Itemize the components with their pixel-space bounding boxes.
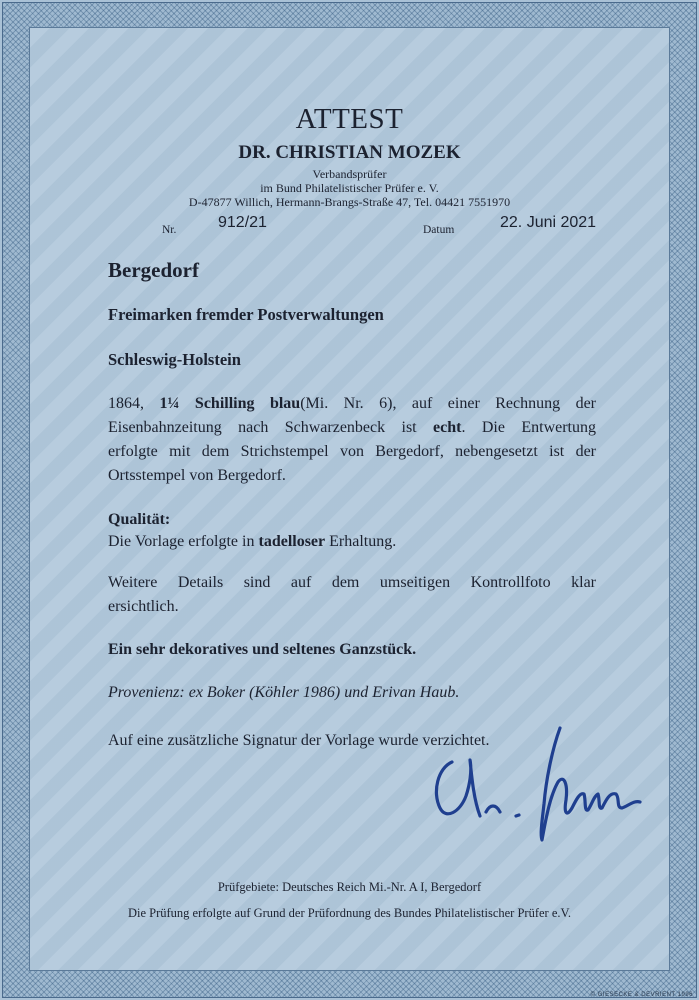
- stamp-catalog: (Mi. Nr. 6), auf einer Rechnung der: [300, 395, 597, 412]
- signature-note: Auf eine zusätzliche Signatur der Vorlage wurde verzichtet.: [108, 732, 490, 749]
- stamp-denomination: 1¼ Schilling blau: [159, 395, 301, 412]
- certificate-date: 22. Juni 2021: [500, 214, 597, 231]
- details-paragraph: [108, 571, 596, 619]
- description-paragraph: [108, 392, 596, 488]
- certificate-title: ATTEST: [295, 103, 404, 135]
- description-line-2: Eisenbahnzeitung nach Schwarzenbeck ist echt. Die Entwertung: [108, 419, 597, 436]
- stamp-year: 1864,: [108, 395, 160, 412]
- handwritten-signature: [420, 700, 650, 850]
- quality-grade: tadelloser: [258, 533, 326, 550]
- number-label: Nr.: [162, 224, 177, 236]
- details-line-2: ersichtlich.: [108, 598, 179, 615]
- examiner-role: Verbandsprüfer: [312, 167, 387, 181]
- footer-scope: Prüfgebiete: Deutsches Reich Mi.-Nr. A I, Bergedorf: [217, 880, 482, 894]
- provenance: Provenienz: ex Boker (Köhler 1986) und Erivan Haub.: [108, 684, 460, 701]
- heading-category: Freimarken fremder Postverwaltungen: [108, 305, 384, 324]
- examiner-name: DR. CHRISTIAN MOZEK: [238, 142, 461, 163]
- description-line-3: erfolgte mit dem Strichstempel von Bergedorf, nebengesetzt ist der: [108, 443, 596, 460]
- quality-label: Qualität:: [108, 511, 171, 528]
- highlight-statement: Ein sehr dekoratives und seltenes Ganzstück.: [108, 641, 417, 658]
- description-line-4: Ortsstempel von Bergedorf.: [108, 467, 286, 484]
- date-label: Datum: [423, 224, 455, 236]
- examiner-address: D-47877 Willich, Hermann-Brangs-Straße 47, Tel. 04421 7551970: [188, 195, 511, 209]
- printer-mark: © GIESECKE & DEVRIENT 1996: [590, 992, 693, 998]
- description-line-1: [108, 392, 596, 416]
- quality-text: Die Vorlage erfolgte in tadelloser Erhaltung.: [108, 533, 397, 550]
- heading-area: Bergedorf: [108, 258, 199, 282]
- genuine-verdict: echt: [433, 419, 462, 436]
- footer-rules: Die Prüfung erfolgte auf Grund der Prüfordnung des Bundes Philatelistischer Prüfer e.V.: [127, 906, 572, 920]
- examiner-association: im Bund Philatelistischer Prüfer e. V.: [260, 181, 439, 195]
- heading-region: Schleswig-Holstein: [108, 350, 241, 369]
- certificate-number: 912/21: [218, 214, 267, 231]
- details-line-1: Weitere Details sind auf dem umseitigen Kontrollfoto klar: [108, 574, 596, 591]
